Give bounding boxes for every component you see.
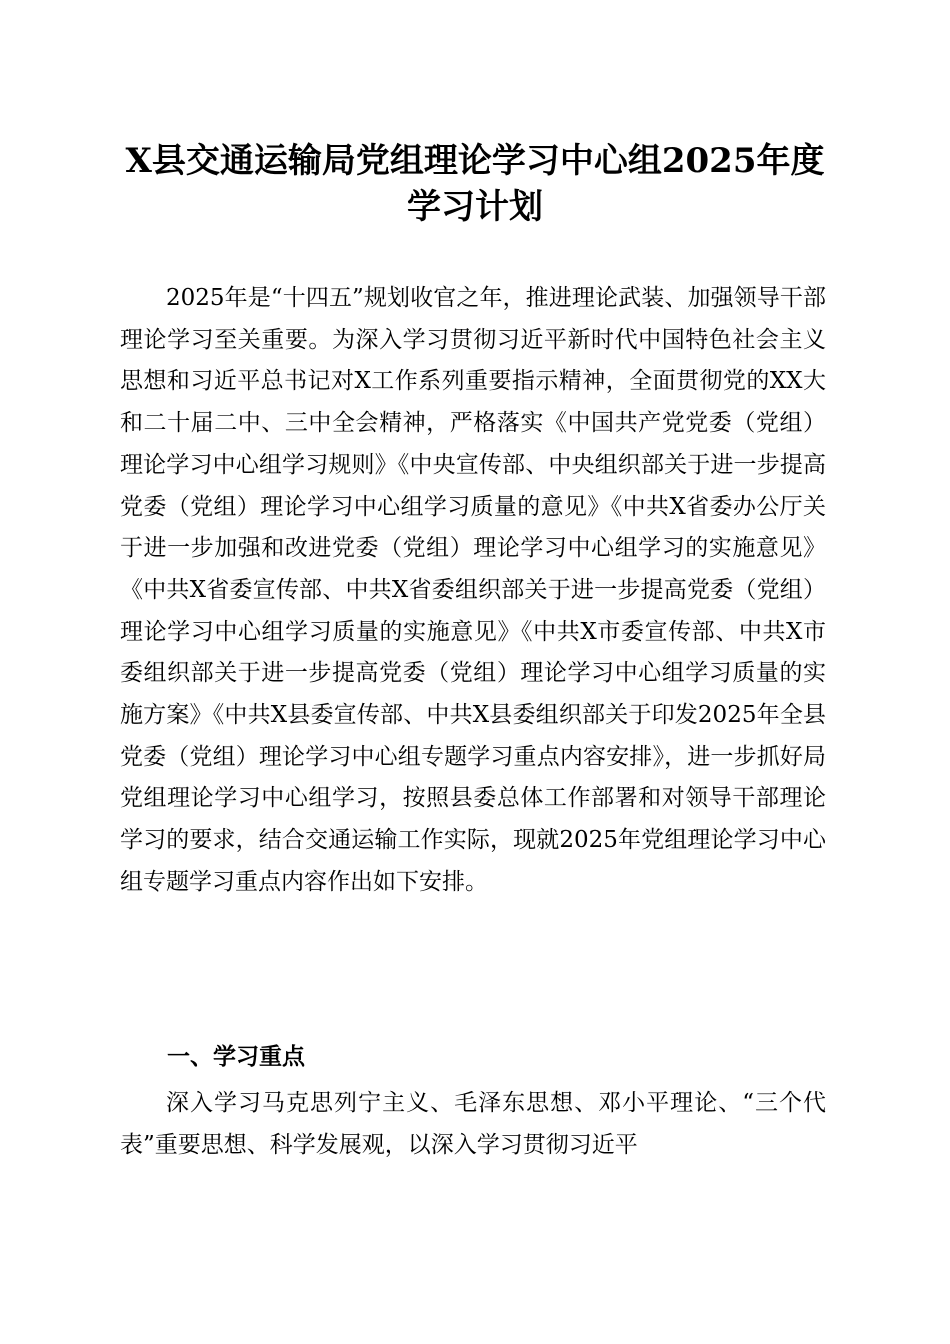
section-1-paragraph: 深入学习马克思列宁主义、毛泽东思想、邓小平理论、“三个代表”重要思想、科学发展观，以深入学习贯彻习近平 [120,1090,826,1158]
document-title: X县交通运输局党组理论学习中心组2025年度学习计划 [125,141,825,227]
intro-paragraph: 2025年是“十四五”规划收官之年，推进理论武装、加强领导干部理论学习至关重要。为深入学习贯彻习近平新时代中国特色社会主义思想和习近平总书记对X工作系列重要指示精神，全面贯彻党的XX大和二十届二中、三中全会精神，严格落实《中国共产党党委（党组）理论学习中心组学习规则》《中央宣传部、中央组织部关于进一步提高党委（党组）理论学习中心组学习质量的意见》《中共X省委办公厅关于进一步加强和改进党委（党组）理论学习中心组学习的实施意见》《中共X省委宣传部、中共X省委组织部关于进一步提高党委（党组）理论学习中心组学习质量的实施意见》《中共X市委宣传部、中共X市委组织部关于进一步提高党委（党组）理论学习中心组学习质量的实施方案》《中共X县委宣传部、中共X县委组织部关于印发2025年全县党委（党组）理论学习中心组专题学习重点内容安排》，进一步抓好局党组理论学习中心组学习，按照县委总体工作部署和对领导干部理论学习的要求，结合交通运输工作实际，现就2025年党组理论学习中心组专题学习重点内容作出如下安排。 [120,285,826,895]
section-heading: 一、学习重点 [167,1044,305,1070]
section-1-body [120,1083,826,1166]
intro-section [120,278,826,904]
